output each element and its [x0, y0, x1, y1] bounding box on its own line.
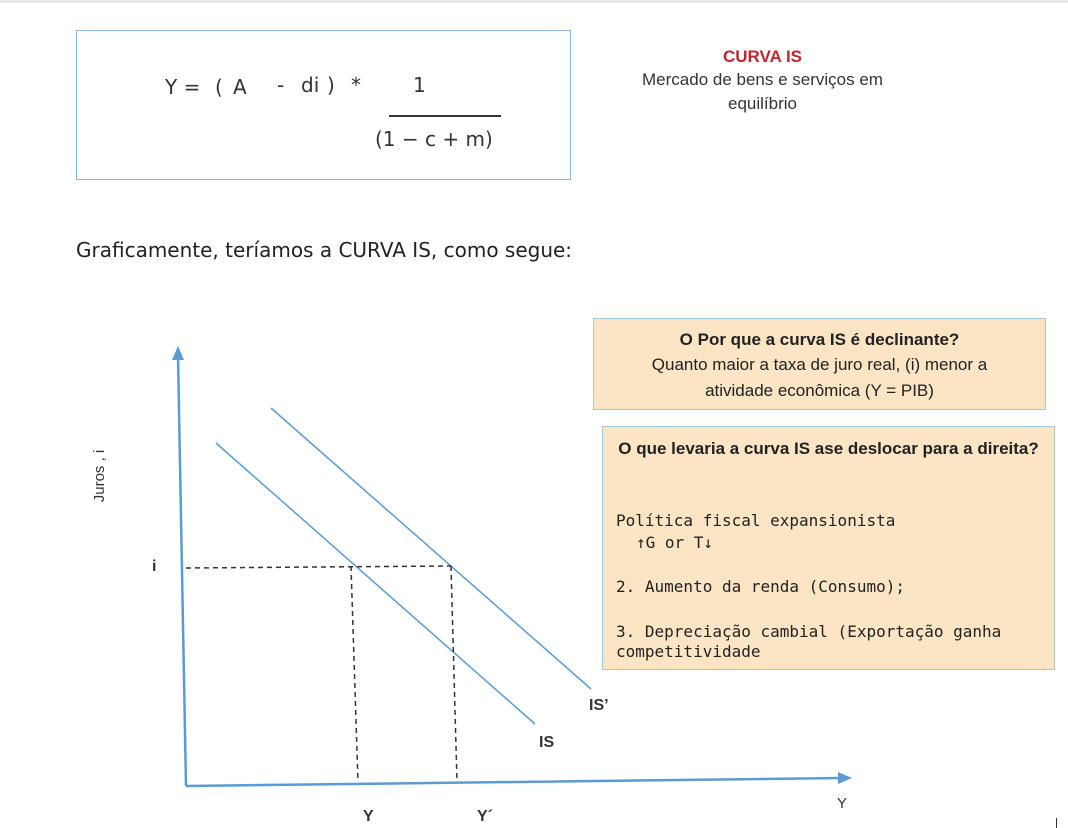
shift-item-income: 2. Aumento da renda (Consumo); [616, 577, 905, 596]
formula-autonomous: A [233, 75, 247, 99]
why-declining-box [593, 318, 1046, 410]
formula-denominator: (1 − c + m) [375, 127, 493, 151]
formula-minus: - [277, 73, 285, 97]
y-guide [351, 566, 358, 782]
text-cursor [1056, 818, 1057, 828]
formula-di: di [301, 73, 320, 97]
is-label: IS [539, 734, 555, 751]
formula-paren-close: ) [327, 73, 335, 97]
i-label: i [152, 558, 157, 575]
x-axis-label: Y [837, 795, 848, 812]
x-axis [186, 778, 842, 786]
is-prime-curve [271, 408, 591, 689]
why-heading: O Por que a curva IS é declinante? [679, 330, 960, 349]
why-line2: atividade econômica (Y = PIB) [705, 381, 934, 400]
y-axis [178, 356, 186, 786]
y-prime-label: Y´ [477, 808, 493, 825]
is-curve [216, 443, 535, 724]
formula-times: * [351, 73, 361, 97]
shift-item-exchange-line2: competitividade [616, 642, 761, 661]
formula-lhs: Y = [165, 75, 201, 99]
interest-rate-guide [186, 566, 451, 568]
y-axis-label: Juros , i [91, 449, 108, 503]
formula-paren-open: ( [215, 75, 223, 99]
shift-heading: O que levaria a curva IS ase deslocar para a direita? [618, 439, 1039, 458]
formula-numerator: 1 [413, 73, 426, 97]
shift-item-exchange-line1: 3. Depreciação cambial (Exportação ganha [616, 622, 1002, 641]
title-heading: CURVA IS [722, 47, 803, 66]
shift-right-box [602, 426, 1055, 670]
shift-item-fiscal: Política fiscal expansionista [616, 511, 896, 530]
x-axis-arrow [838, 772, 852, 784]
y-label: Y [363, 808, 374, 825]
intro-text: Graficamente, teríamos a CURVA IS, como segue: [76, 238, 573, 262]
shift-item-fiscal-sub: ↑G or T↓ [636, 533, 714, 552]
y-axis-arrow [172, 346, 184, 360]
why-line1: Quanto maior a taxa de juro real, (i) menor a [651, 355, 988, 374]
y-prime-guide [451, 566, 457, 782]
is-prime-label: IS’ [589, 697, 609, 714]
title-subtitle-line2: equilíbrio [728, 94, 797, 113]
title-subtitle-line1: Mercado de bens e serviços em [642, 70, 883, 89]
